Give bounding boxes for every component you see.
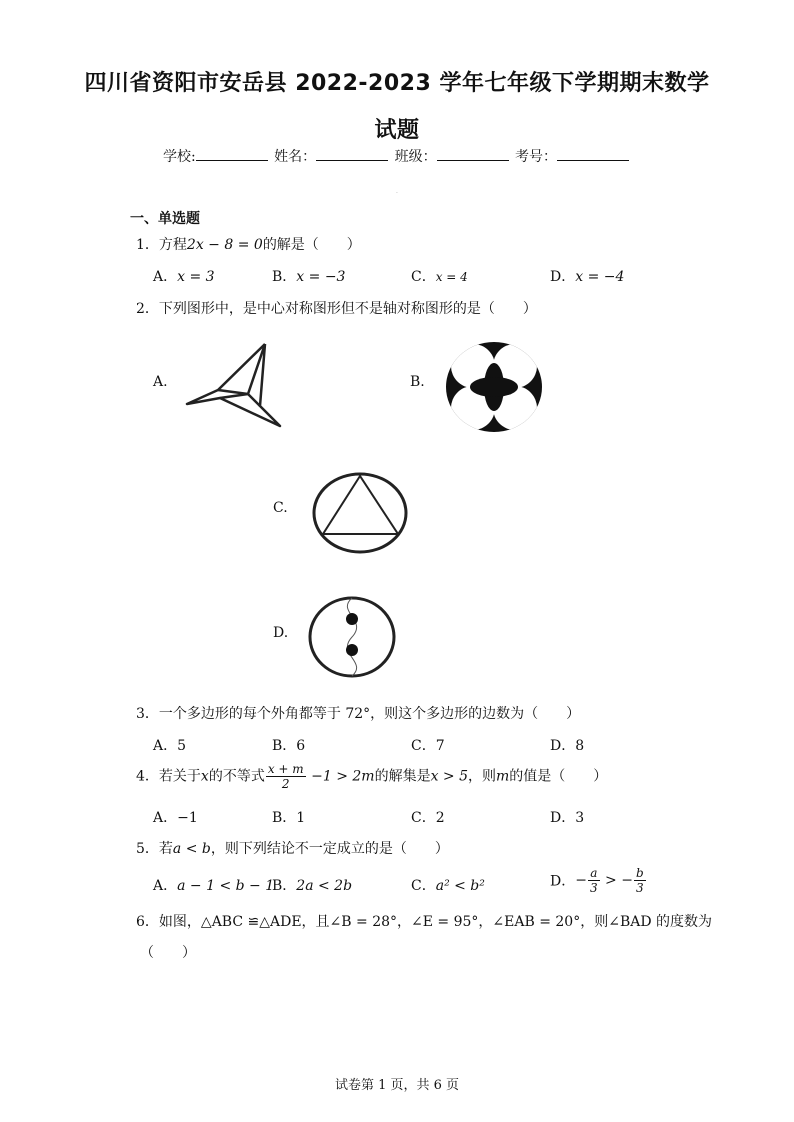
math-expression: a < b	[172, 841, 211, 857]
option-c[interactable]: C．x = 4	[411, 269, 468, 285]
math-expression: x > 5	[430, 768, 469, 785]
student-info-line	[0, 146, 794, 166]
school-blank[interactable]	[196, 146, 268, 161]
question-number: 4．	[136, 768, 159, 785]
option-c-label[interactable]: C.	[273, 500, 288, 516]
question-text: 的不等式	[208, 768, 265, 785]
question-text: ，则	[468, 768, 497, 785]
option-a[interactable]: A．x = 3	[153, 269, 215, 285]
fraction: $\frac{x + m}{2}$	[267, 762, 304, 791]
class-label: 班级：	[394, 149, 437, 165]
page-footer: 试卷第 1 页，共 6 页	[334, 1078, 460, 1093]
dot-mark: ·	[396, 190, 398, 197]
option-d-label[interactable]: D.	[273, 625, 289, 641]
math-expression: 2x − 8 = 0	[186, 237, 263, 253]
question-text: 的解集是	[374, 768, 431, 785]
question-text: 方程	[158, 237, 187, 253]
question-5	[136, 838, 449, 858]
question-6-bracket: （ ）	[140, 945, 196, 961]
exam-number-blank[interactable]	[557, 146, 629, 161]
question-4	[136, 762, 607, 791]
math-variable: m	[496, 768, 510, 785]
question-text: 的解是（ ）	[262, 237, 361, 253]
exam-title-line2: 试题	[374, 118, 420, 143]
question-6	[136, 911, 712, 931]
option-b-label[interactable]: B.	[410, 374, 425, 390]
class-blank[interactable]	[437, 146, 509, 161]
school-label: 学校:	[162, 149, 196, 165]
option-b[interactable]: B．2a < 2b	[272, 878, 353, 894]
figure-d-yin-yang[interactable]	[306, 594, 398, 680]
figure-b-circle-petals[interactable]	[443, 340, 545, 434]
section-heading: 一、单选题	[130, 211, 200, 227]
question-2	[136, 298, 537, 318]
option-b[interactable]: B．6	[272, 738, 306, 754]
exam-title-line1: 四川省资阳市安岳县 2022-2023 学年七年级下学期期末数学	[84, 71, 710, 96]
option-a-label[interactable]: A.	[153, 374, 168, 390]
option-d[interactable]: D．3	[550, 810, 585, 826]
question-text: 一个多边形的每个外角都等于 72°，则这个多边形的边数为（ ）	[158, 706, 581, 722]
question-text: 若	[158, 841, 173, 857]
math-expression: −1 > 2m	[306, 768, 375, 785]
exam-number-label: 考号：	[515, 149, 558, 165]
question-number: 6．	[136, 914, 159, 930]
option-a[interactable]: A．−1	[153, 810, 198, 826]
question-text: 下列图形中，是中心对称图形但不是轴对称图形的是（ ）	[158, 301, 537, 317]
question-text: 若关于	[158, 768, 201, 785]
option-c[interactable]: C．a² < b²	[411, 878, 485, 894]
question-3	[136, 703, 580, 723]
question-1	[136, 234, 361, 254]
question-text: 的值是（ ）	[509, 768, 608, 785]
name-label: 姓名：	[274, 149, 317, 165]
question-text: 如图，△ABC ≌△ADE，且∠B = 28°，∠E = 95°，∠EAB = 20°，则∠BAD 的度数为	[158, 914, 713, 930]
option-b[interactable]: B．1	[272, 810, 306, 826]
option-d[interactable]: D．− $\frac{a}{3}$ > − $\frac{b}{3}$	[550, 866, 644, 895]
figure-a-pinwheel-triangle[interactable]	[184, 340, 284, 432]
option-d[interactable]: D．x = −4	[550, 269, 625, 285]
question-number: 5．	[136, 841, 159, 857]
question-number: 3．	[136, 706, 159, 722]
name-blank[interactable]	[316, 146, 388, 161]
question-number: 2．	[136, 301, 159, 317]
math-variable: x	[200, 768, 209, 785]
question-text: ，则下列结论不一定成立的是（ ）	[210, 841, 449, 857]
option-c[interactable]: C．2	[411, 810, 445, 826]
option-d[interactable]: D．8	[550, 738, 585, 754]
option-a[interactable]: A．a − 1 < b − 1	[153, 878, 275, 894]
option-b[interactable]: B．x = −3	[272, 269, 346, 285]
option-c[interactable]: C．7	[411, 738, 445, 754]
figure-c-triangle-in-circle[interactable]	[310, 470, 410, 556]
question-number: 1．	[136, 237, 159, 253]
option-a[interactable]: A．5	[153, 738, 187, 754]
